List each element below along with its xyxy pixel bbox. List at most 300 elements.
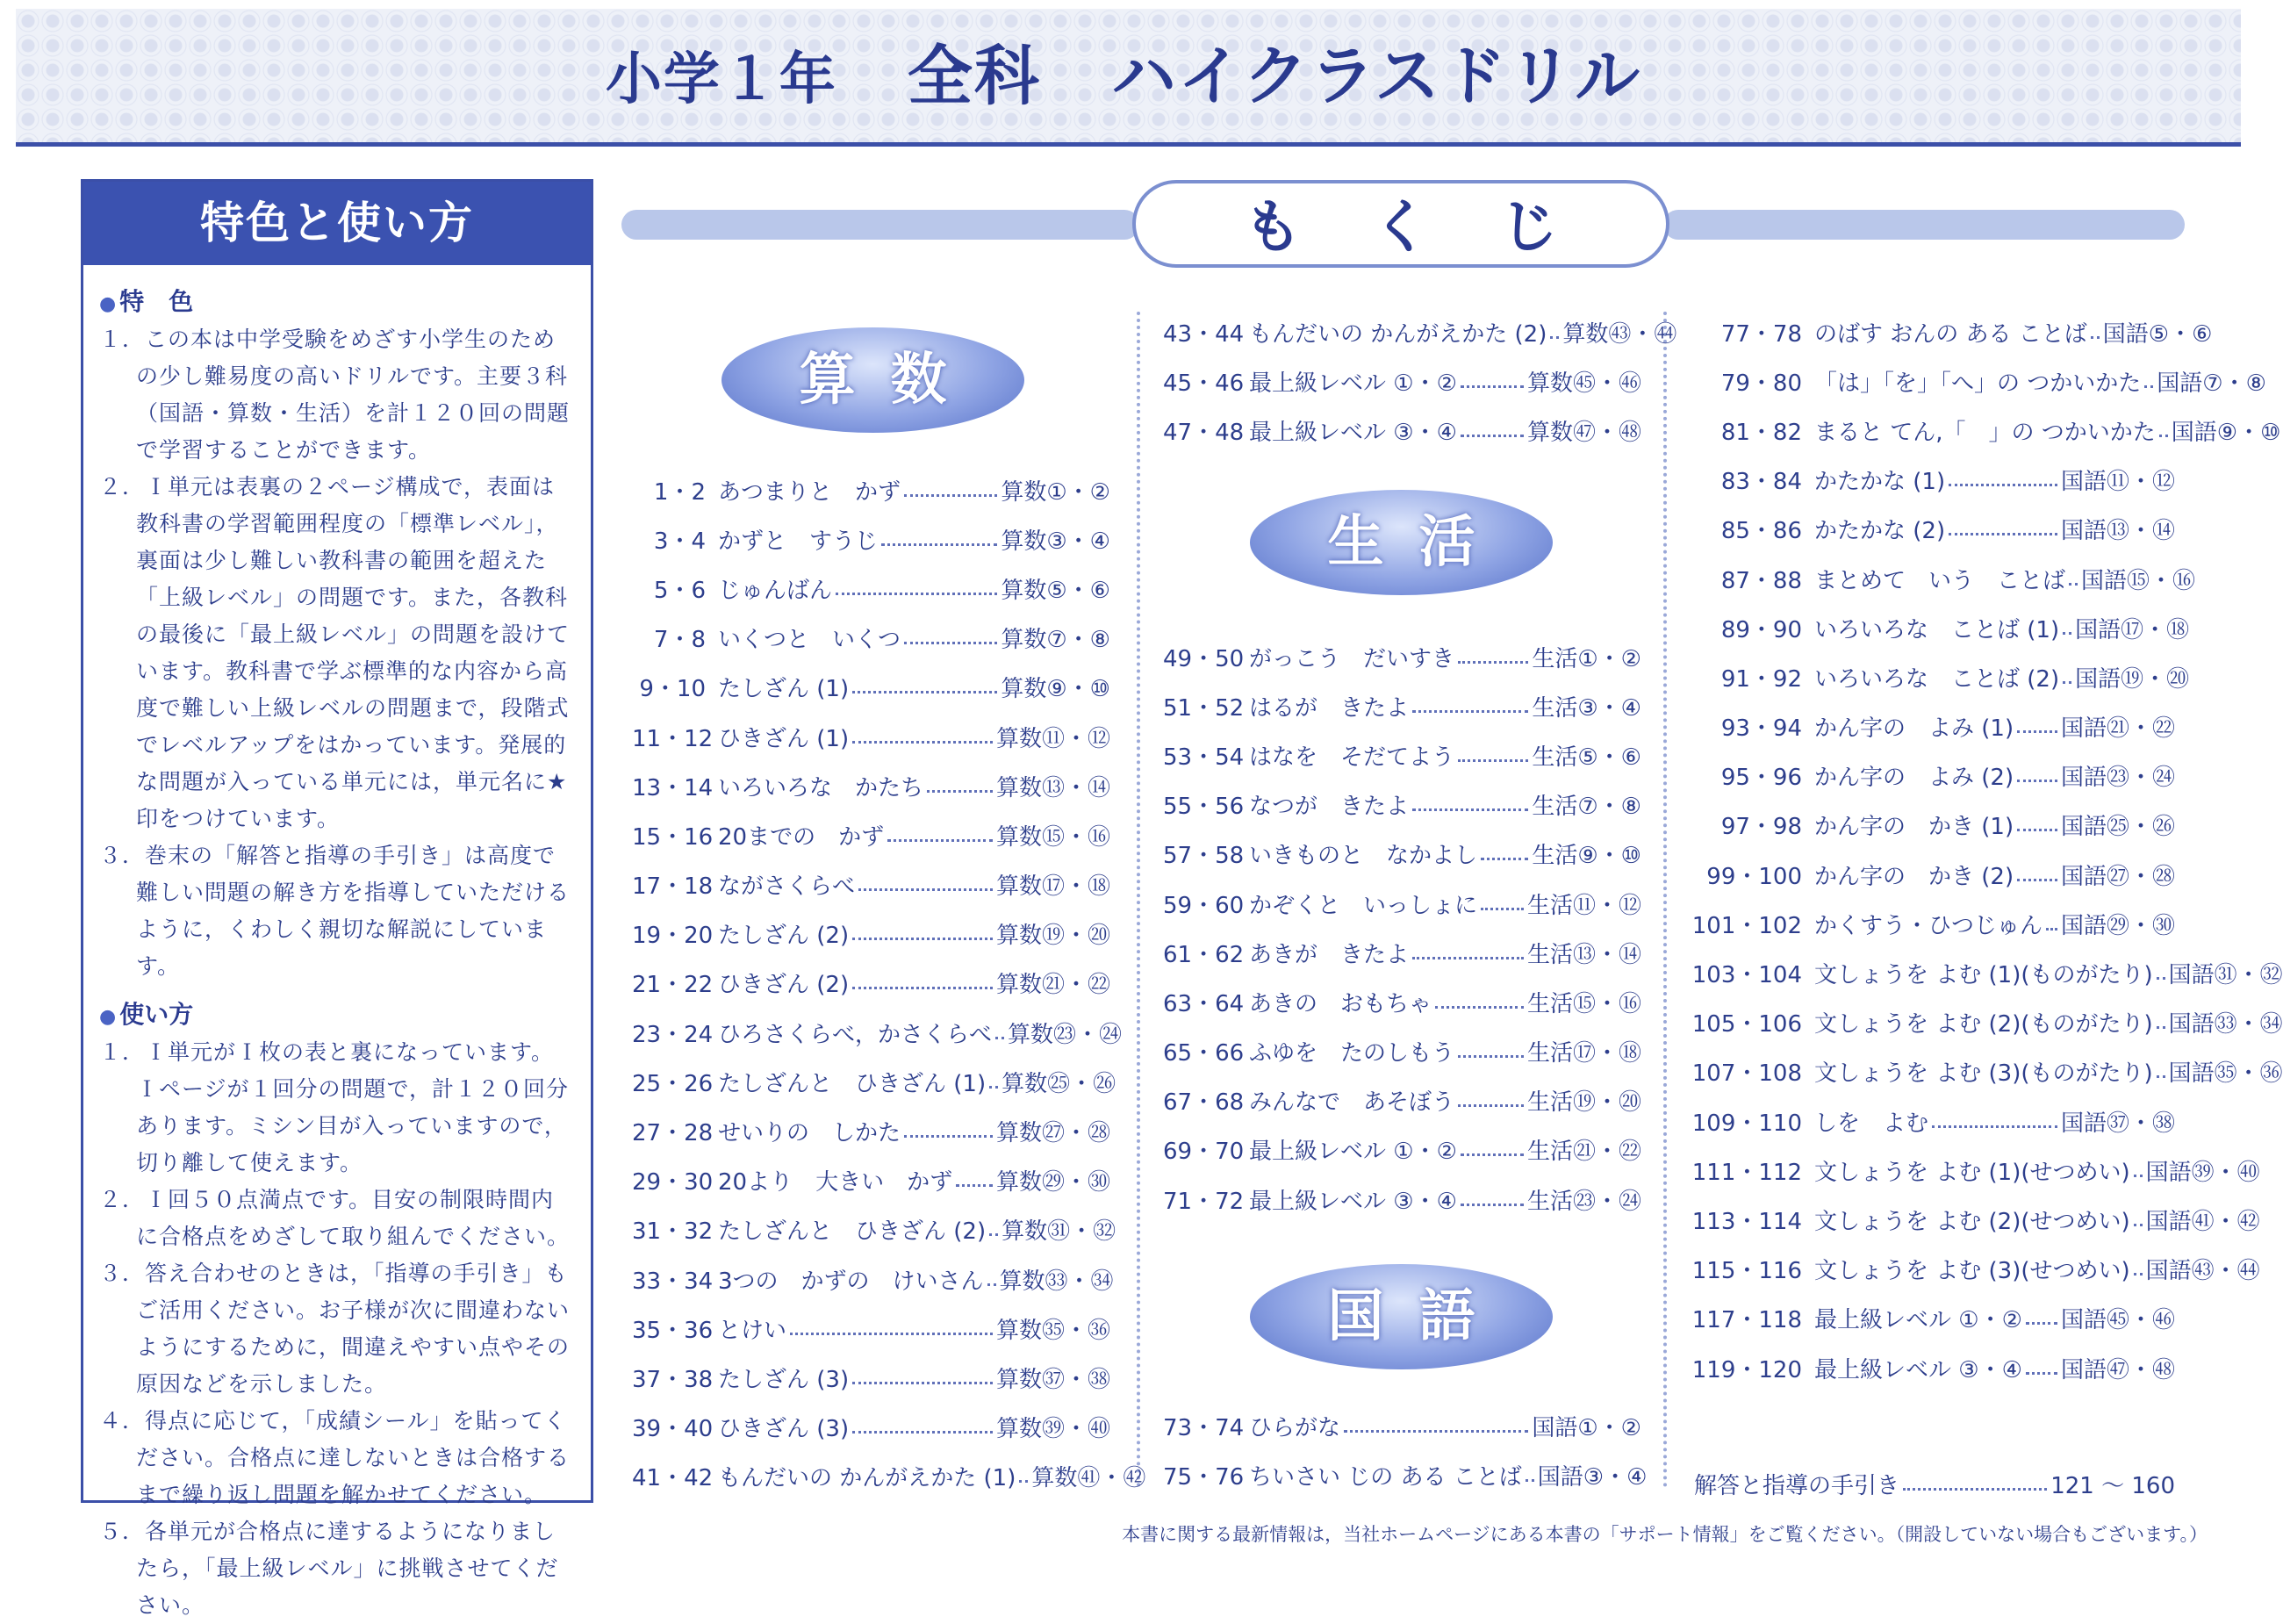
toc-unit-title: ちいさい じの ある ことば — [1249, 1463, 1522, 1491]
panel-title: 特色と使い方 — [83, 182, 591, 265]
toc-page-ref: 国語㉟・㊱ — [2168, 1060, 2283, 1088]
toc-unit-number: 95・96 — [1720, 765, 1802, 792]
toc-unit-number: 85・86 — [1720, 518, 1802, 545]
toc-row — [632, 1304, 1110, 1353]
toc-row — [1690, 751, 2175, 801]
toc-page-ref: 国語㉝・㉞ — [2168, 1011, 2283, 1038]
leader-dots — [927, 790, 993, 793]
toc-unit-title: ひらがな — [1249, 1414, 1341, 1441]
leader-dots — [904, 1135, 993, 1138]
toc-row — [632, 614, 1110, 663]
leader-dots — [852, 691, 997, 693]
toc-page-ref: 算数㉓・㉔ — [1008, 1021, 1123, 1048]
toc-page-ref: 国語⑤・⑥ — [2102, 320, 2213, 348]
panel-paragraph: ２．Ｉ回５０点満点です。目安の制限時間内に合格点をめざして取り組んでください。 — [99, 1187, 571, 1249]
toc-unit-title: いろいろな かたち — [718, 774, 924, 801]
column-divider — [1137, 312, 1140, 1488]
toc-page-ref: 国語⑬・⑭ — [2060, 518, 2175, 545]
subject-sansu-oval: 算数 — [722, 327, 1024, 433]
toc-page-ref: 算数⑮・⑯ — [995, 823, 1110, 851]
toc-page-ref: 生活㉓・㉔ — [1526, 1188, 1641, 1215]
toc-page-ref: 国語㉕・㉖ — [2060, 814, 2175, 841]
toc-page-ref: 国語㊶・㊷ — [2145, 1208, 2260, 1235]
toc-unit-title: ながさくらべ — [718, 873, 856, 901]
leader-dots — [836, 593, 997, 595]
toc-unit-title: 「は」「を」「へ」の つかいかた — [1814, 370, 2142, 397]
toc-unit-title: かん字の よみ (2) — [1814, 765, 2014, 792]
toc-unit-title: たしざん (1) — [718, 676, 850, 703]
toc-page-ref: 生活⑨・⑩ — [1532, 843, 1641, 870]
toc-unit-title: せいりの しかた — [718, 1120, 901, 1147]
toc-unit-number: 103・104 — [1691, 962, 1802, 989]
toc-unit-number: 53・54 — [1163, 744, 1245, 771]
toc-unit-title: みんなで あそぼう — [1249, 1089, 1455, 1117]
toc-page-ref: 算数㊼・㊽ — [1526, 419, 1641, 446]
toc-unit-number: 57・58 — [1163, 843, 1245, 870]
leader-dots — [1412, 957, 1524, 959]
toc-unit-number: 47・48 — [1163, 419, 1245, 446]
toc-unit-number: 79・80 — [1720, 370, 1802, 397]
toc-row — [1163, 1076, 1641, 1125]
toc-page-ref: 生活⑦・⑧ — [1532, 794, 1641, 821]
toc-page-ref: 生活⑰・⑱ — [1526, 1040, 1641, 1067]
toc-page-ref: 算数㉗・㉘ — [995, 1120, 1110, 1147]
toc-row — [1163, 879, 1641, 928]
toc-page-ref: 生活⑮・⑯ — [1526, 990, 1641, 1017]
toc-unit-title: ひきざん (2) — [718, 972, 850, 999]
toc-unit-title: 文しょうを よむ (2)(せつめい) — [1814, 1208, 2130, 1235]
toc-page-ref: 生活㉑・㉒ — [1526, 1139, 1641, 1166]
toc-row — [1163, 1027, 1641, 1076]
toc-unit-number: 49・50 — [1163, 645, 1245, 672]
toc-unit-number: 67・68 — [1163, 1089, 1245, 1117]
panel-paragraph: ３．巻末の「解答と指導の手引き」は高度で難しい問題の解き方を指導していただけるように，くわしく親切な解説にしています。 — [99, 843, 571, 979]
toc-page-ref: 算数㊴・㊵ — [995, 1416, 1110, 1443]
toc-row — [1690, 1294, 2175, 1343]
leader-dots — [790, 1333, 993, 1335]
panel-section-heading — [99, 283, 575, 318]
leader-dots — [2144, 385, 2153, 388]
panel-section-heading — [99, 995, 575, 1031]
mokuji-bar-left — [621, 210, 1139, 240]
toc-row — [632, 1403, 1110, 1452]
leader-dots — [2159, 435, 2168, 437]
toc-row — [632, 761, 1110, 810]
header-rule — [16, 142, 2241, 147]
toc-row — [1690, 505, 2175, 554]
toc-page-ref: 算数㉛・㉜ — [1002, 1218, 1116, 1246]
toc-unit-title: なつが きたよ — [1249, 794, 1410, 821]
toc-unit-title: 最上級レベル ①・② — [1814, 1307, 2022, 1334]
toc-page-ref: 国語㉑・㉒ — [2060, 715, 2175, 743]
toc-unit-number: 115・116 — [1691, 1258, 1802, 1285]
toc-page-ref: 国語㊸・㊹ — [2145, 1258, 2260, 1285]
toc-unit-title: 20までの かず — [718, 823, 885, 851]
toc-kokugo-cont-list — [1690, 307, 2283, 1392]
toc-unit-number: 73・74 — [1163, 1414, 1245, 1441]
toc-row — [1163, 780, 1641, 830]
toc-unit-number: 119・120 — [1691, 1356, 1802, 1383]
toc-page-ref: 国語⑮・⑯ — [2081, 567, 2196, 594]
toc-unit-title: はなを そだてよう — [1249, 744, 1455, 771]
panel-paragraph: １．この本は中学受験をめざす小学生のための少し難易度の高いドリルです。主要３科（国語・算数・生活）を計１２０回の問題で学習することができます。 — [99, 327, 571, 463]
toc-row — [1163, 730, 1641, 780]
support-note: 本書に関する最新情報は，当社ホームページにある本書の「サポート情報」をご覧ください。（開設していない場合もございます。） — [1122, 1524, 2208, 1545]
toc-unit-number: 71・72 — [1163, 1188, 1245, 1215]
toc-row — [1690, 1245, 2260, 1294]
toc-unit-number: 87・88 — [1720, 567, 1802, 594]
leader-dots — [1949, 484, 2057, 486]
toc-unit-title: かずと すうじ — [718, 528, 879, 555]
toc-row — [1163, 632, 1641, 681]
toc-row — [632, 1353, 1110, 1402]
panel-paragraph: ５．各単元が合格点に達するようになりましたら，「最上級レベル」に挑戦させてください。 — [99, 1519, 559, 1618]
toc-unit-title: かたかな (2) — [1814, 518, 1946, 545]
toc-row — [632, 959, 1110, 1008]
toc-row — [1163, 307, 1677, 356]
toc-unit-title: たしざんと ひきざん (2) — [718, 1218, 987, 1246]
toc-row — [1690, 998, 2283, 1047]
leader-dots — [1481, 858, 1528, 860]
toc-row — [1690, 801, 2175, 850]
toc-sansu-cont-list — [1163, 307, 1677, 456]
toc-unit-number: 75・76 — [1163, 1463, 1245, 1491]
toc-unit-number: 51・52 — [1163, 694, 1245, 722]
toc-unit-number: 55・56 — [1163, 794, 1245, 821]
toc-unit-number: 89・90 — [1720, 616, 1802, 643]
toc-unit-number: 19・20 — [632, 923, 714, 950]
toc-page-ref: 算数㊺・㊻ — [1526, 370, 1641, 397]
toc-row — [1163, 977, 1641, 1026]
leader-dots — [2017, 730, 2057, 733]
panel-paragraph: ２．Ｉ単元は表裏の２ページ構成で，表面は教科書の学習範囲程度の「標準レベル」，裏面は少し難しい教科書の範囲を超えた「上級レベル」の問題です。また，各教科の最後に「最上級レベル」の問題を設けています。教科書で学ぶ標準的な内容から高度で難しい上級レベルの問題まで，段階式でレベルアップをはかっています。発展的な問題が入っている単元には，単元名に★印をつけています。 — [99, 474, 571, 831]
leader-dots — [852, 938, 993, 940]
toc-row — [1163, 1125, 1641, 1175]
leader-dots — [1019, 1480, 1028, 1483]
toc-unit-number: 15・16 — [632, 823, 714, 851]
leader-dots — [1481, 908, 1524, 910]
leader-dots — [2134, 1224, 2143, 1226]
toc-unit-number: 37・38 — [632, 1366, 714, 1393]
toc-unit-title: 最上級レベル ③・④ — [1249, 1188, 1457, 1215]
toc-unit-title: しを よむ — [1814, 1110, 1929, 1137]
leader-dots — [2157, 1026, 2165, 1029]
toc-row — [632, 1452, 1146, 1501]
toc-unit-number: 9・10 — [639, 676, 706, 703]
toc-unit-title: 20より 大きい かず — [718, 1169, 953, 1196]
toc-unit-title: かん字の よみ (1) — [1814, 715, 2014, 743]
toc-row — [632, 810, 1110, 859]
toc-row — [1690, 1146, 2260, 1195]
toc-unit-title: ひろさくらべ，かさくらべ — [718, 1021, 993, 1048]
answer-guide-row — [1694, 1459, 2175, 1508]
toc-unit-number: 1・2 — [653, 478, 706, 506]
toc-page-ref: 国語㉙・㉚ — [2060, 912, 2175, 939]
leader-dots — [1412, 710, 1528, 713]
toc-unit-title: あつまりと かず — [718, 478, 901, 506]
leader-dots — [2157, 977, 2165, 980]
toc-unit-number: 3・4 — [653, 528, 706, 555]
toc-page-ref: 生活⑪・⑫ — [1526, 892, 1641, 919]
toc-row — [632, 1057, 1116, 1106]
toc-page-ref: 国語㉗・㉘ — [2060, 863, 2175, 890]
toc-row — [632, 514, 1110, 564]
toc-row — [1690, 702, 2175, 751]
toc-unit-number: 41・42 — [632, 1465, 714, 1492]
toc-unit-title: 文しょうを よむ (3)(せつめい) — [1814, 1258, 2130, 1285]
leader-dots — [2063, 681, 2071, 684]
leader-dots — [1344, 1430, 1528, 1433]
leader-dots — [989, 1086, 998, 1089]
leader-dots — [1458, 1055, 1524, 1058]
toc-unit-number: 23・24 — [632, 1021, 714, 1048]
toc-sansu-list — [632, 465, 1146, 1501]
leader-dots — [1412, 808, 1528, 811]
leader-dots — [2026, 1322, 2057, 1325]
toc-page-ref: 国語⑲・⑳ — [2075, 665, 2190, 693]
toc-page-ref: 算数㊶・㊷ — [1031, 1465, 1146, 1492]
toc-unit-title: かん字の かき (2) — [1814, 863, 2014, 890]
toc-page-ref: 算数⑤・⑥ — [1001, 577, 1110, 604]
toc-unit-title: 最上級レベル ①・② — [1249, 370, 1457, 397]
toc-page-ref: 算数㉑・㉒ — [995, 972, 1110, 999]
toc-unit-number: 111・112 — [1691, 1159, 1802, 1186]
toc-unit-title: かん字の かき (1) — [1814, 814, 2014, 841]
toc-unit-title: たしざん (2) — [718, 923, 850, 950]
panel-paragraph: １．Ｉ単元がＩ枚の表と裏になっています。Ｉページが１回分の問題で，計１２０回分あります。ミシン目が入っていますので，切り離して使えます。 — [99, 1039, 570, 1175]
toc-unit-number: 83・84 — [1720, 469, 1802, 496]
panel-section-title: 特 色 — [119, 287, 194, 316]
toc-row — [1690, 356, 2266, 406]
toc-unit-title: がっこう だいすき — [1249, 645, 1455, 672]
toc-row — [632, 1156, 1110, 1205]
toc-unit-number: 101・102 — [1691, 912, 1802, 939]
toc-unit-title: 文しょうを よむ (3)(ものがたり) — [1814, 1060, 2153, 1088]
leader-dots — [1461, 1204, 1524, 1206]
toc-page-ref: 算数㊲・㊳ — [995, 1366, 1110, 1393]
leader-dots — [1435, 1006, 1524, 1009]
mokuji-heading: もくじ — [1132, 180, 1669, 268]
toc-unit-number: 69・70 — [1163, 1139, 1245, 1166]
toc-row — [632, 1205, 1116, 1254]
toc-page-ref: 国語㉓・㉔ — [2060, 765, 2175, 792]
toc-page-ref: 国語⑪・⑫ — [2060, 469, 2175, 496]
toc-page-ref: 算数㉕・㉖ — [1002, 1070, 1116, 1097]
bullet-dot-icon: ● — [99, 293, 117, 315]
toc-page-ref: 国語③・④ — [1537, 1463, 1648, 1491]
toc-unit-number: 43・44 — [1163, 320, 1245, 348]
toc-page-ref: 国語⑰・⑱ — [2075, 616, 2190, 643]
toc-row — [1690, 603, 2190, 652]
toc-row — [632, 1008, 1123, 1057]
toc-page-ref: 国語⑦・⑧ — [2157, 370, 2266, 397]
leader-dots — [852, 741, 993, 744]
leader-dots — [887, 839, 993, 842]
leader-dots — [2017, 780, 2057, 782]
toc-seikatsu-list — [1163, 632, 1641, 1224]
toc-unit-number: 31・32 — [632, 1218, 714, 1246]
toc-unit-number: 65・66 — [1163, 1040, 1245, 1067]
toc-page-ref: 算数⑦・⑧ — [1001, 627, 1110, 654]
toc-page-ref: 算数⑲・⑳ — [995, 923, 1110, 950]
toc-page-ref: 国語㊼・㊽ — [2060, 1356, 2175, 1383]
leader-dots — [2017, 879, 2057, 881]
toc-unit-title: とけい — [718, 1317, 787, 1344]
leader-dots — [2157, 1075, 2165, 1078]
toc-unit-title: かたかな (1) — [1814, 469, 1946, 496]
toc-row — [1690, 1195, 2260, 1244]
toc-unit-number: 29・30 — [632, 1169, 714, 1196]
toc-row — [1163, 1450, 1648, 1499]
toc-unit-number: 113・114 — [1691, 1208, 1802, 1235]
toc-page-ref: 国語㊺・㊻ — [2060, 1307, 2175, 1334]
toc-unit-number: 81・82 — [1720, 419, 1802, 446]
toc-unit-title: いろいろな ことば (2) — [1814, 665, 2060, 693]
toc-unit-title: 最上級レベル ③・④ — [1814, 1356, 2022, 1383]
toc-row — [1690, 850, 2175, 899]
toc-unit-title: かくすう・ひつじゅん — [1814, 912, 2043, 939]
toc-page-ref: 算数⑬・⑭ — [995, 774, 1110, 801]
toc-unit-title: ふゆを たのしもう — [1249, 1040, 1455, 1067]
toc-page-ref: 生活⑬・⑭ — [1526, 941, 1641, 968]
toc-row — [632, 663, 1110, 712]
toc-unit-title: たしざん (3) — [718, 1366, 850, 1393]
toc-row — [1690, 456, 2175, 505]
toc-row — [1163, 1401, 1641, 1450]
toc-page-ref: 算数③・④ — [1001, 528, 1110, 555]
leader-dots — [881, 543, 997, 546]
toc-unit-title: 文しょうを よむ (1)(せつめい) — [1814, 1159, 2130, 1186]
leader-dots — [1550, 336, 1559, 339]
toc-unit-number: 21・22 — [632, 972, 714, 999]
toc-row — [632, 465, 1110, 514]
answer-guide-pages: 121 ～ 160 — [2050, 1472, 2175, 1499]
toc-row — [1690, 899, 2175, 948]
leader-dots — [989, 1233, 998, 1236]
toc-unit-number: 99・100 — [1706, 863, 1802, 890]
toc-row — [632, 564, 1110, 613]
toc-page-ref: 算数⑰・⑱ — [995, 873, 1110, 901]
panel-paragraph: ３．答え合わせのときは，「指導の手引き」もご活用ください。お子様が次に間違わないようにするために，間違えやすい点やその原因などを示しました。 — [99, 1261, 571, 1397]
toc-unit-number: 33・34 — [632, 1268, 714, 1295]
leader-dots — [904, 494, 997, 497]
leader-dots — [2134, 1273, 2143, 1275]
toc-unit-number: 109・110 — [1691, 1110, 1802, 1137]
toc-unit-title: じゅんばん — [718, 577, 833, 604]
toc-unit-number: 91・92 — [1720, 665, 1802, 693]
toc-unit-title: 3つの かずの けいさん — [718, 1268, 984, 1295]
toc-page-ref: 国語㊴・㊵ — [2145, 1159, 2260, 1186]
toc-row — [1163, 681, 1641, 730]
toc-unit-title: いきものと なかよし — [1249, 843, 1478, 870]
toc-row — [632, 909, 1110, 959]
leader-dots — [1949, 533, 2057, 535]
toc-unit-title: ひきざん (1) — [718, 725, 850, 752]
leader-dots — [1461, 385, 1524, 388]
toc-page-ref: 算数㉙・㉚ — [995, 1169, 1110, 1196]
leader-dots — [1903, 1488, 2047, 1491]
toc-page-ref: 生活⑲・⑳ — [1526, 1089, 1641, 1117]
toc-unit-number: 5・6 — [653, 577, 706, 604]
leader-dots — [1932, 1125, 2057, 1128]
leader-dots — [2017, 829, 2057, 831]
toc-unit-number: 11・12 — [632, 725, 714, 752]
leader-dots — [1461, 1153, 1524, 1156]
toc-unit-title: のばす おんの ある ことば — [1814, 320, 2087, 348]
toc-row — [632, 712, 1110, 761]
leader-dots — [987, 1283, 996, 1286]
leader-dots — [1461, 435, 1524, 437]
leader-dots — [2063, 632, 2071, 635]
toc-unit-number: 45・46 — [1163, 370, 1245, 397]
toc-unit-number: 13・14 — [632, 774, 714, 801]
column-divider — [1663, 312, 1667, 1488]
toc-unit-title: かぞくと いっしょに — [1249, 892, 1478, 919]
subject-kokugo-oval: 国語 — [1250, 1264, 1553, 1369]
leader-dots — [852, 987, 993, 989]
panel-paragraph: ４．得点に応じて，「成績シール」を貼ってください。合格点に達しないときは合格するまで繰り返し問題を解かせてください。 — [99, 1408, 571, 1507]
toc-row — [632, 860, 1110, 909]
toc-row — [1163, 356, 1641, 406]
leader-dots — [852, 1382, 993, 1384]
toc-page-ref: 生活①・② — [1532, 645, 1641, 672]
toc-unit-number: 25・26 — [632, 1070, 714, 1097]
toc-unit-number: 107・108 — [1691, 1060, 1802, 1088]
toc-unit-number: 27・28 — [632, 1120, 714, 1147]
toc-row — [1690, 948, 2283, 997]
toc-page-ref: 生活⑤・⑥ — [1532, 744, 1641, 771]
panel-body — [83, 265, 591, 1624]
toc-page-ref: 算数⑨・⑩ — [1001, 676, 1110, 703]
leader-dots — [858, 888, 993, 891]
leader-dots — [1458, 759, 1528, 762]
leader-dots — [2026, 1372, 2057, 1375]
toc-row — [1690, 406, 2281, 455]
toc-unit-title: まとめて いう ことば — [1814, 567, 2066, 594]
page-title — [0, 25, 2247, 118]
leader-dots — [2134, 1175, 2143, 1177]
toc-unit-number: 7・8 — [653, 627, 706, 654]
leader-dots — [1526, 1479, 1534, 1482]
title-subject: 全科 — [907, 39, 1041, 114]
toc-unit-title: まると てん,「 」の つかいかた — [1814, 419, 2156, 446]
bullet-dot-icon: ● — [99, 1006, 117, 1028]
toc-unit-title: 最上級レベル ③・④ — [1249, 419, 1457, 446]
toc-row — [1690, 1047, 2283, 1096]
toc-unit-title: いろいろな ことば (1) — [1814, 616, 2060, 643]
leader-dots — [2046, 928, 2057, 931]
leader-dots — [956, 1184, 993, 1187]
toc-unit-title: あきの おもちゃ — [1249, 990, 1432, 1017]
toc-unit-title: もんだいの かんがえかた (1) — [718, 1465, 1016, 1492]
toc-unit-title: いくつと いくつ — [718, 627, 901, 654]
features-panel — [81, 179, 593, 1618]
toc-page-ref: 国語⑨・⑩ — [2171, 419, 2281, 446]
toc-page-ref: 算数①・② — [1001, 478, 1110, 506]
leader-dots — [995, 1037, 1004, 1039]
toc-page-ref: 算数㉟・㊱ — [995, 1317, 1110, 1344]
toc-unit-title: 文しょうを よむ (1)(ものがたり) — [1814, 962, 2153, 989]
leader-dots — [1458, 1104, 1524, 1107]
toc-row — [632, 1106, 1110, 1155]
leader-dots — [1458, 661, 1528, 664]
toc-row — [1163, 406, 1641, 455]
toc-unit-title: 最上級レベル ①・② — [1249, 1139, 1457, 1166]
toc-row — [1163, 1175, 1641, 1224]
toc-unit-number: 117・118 — [1691, 1307, 1802, 1334]
toc-unit-number: 63・64 — [1163, 990, 1245, 1017]
toc-unit-title: ひきざん (3) — [718, 1416, 850, 1443]
